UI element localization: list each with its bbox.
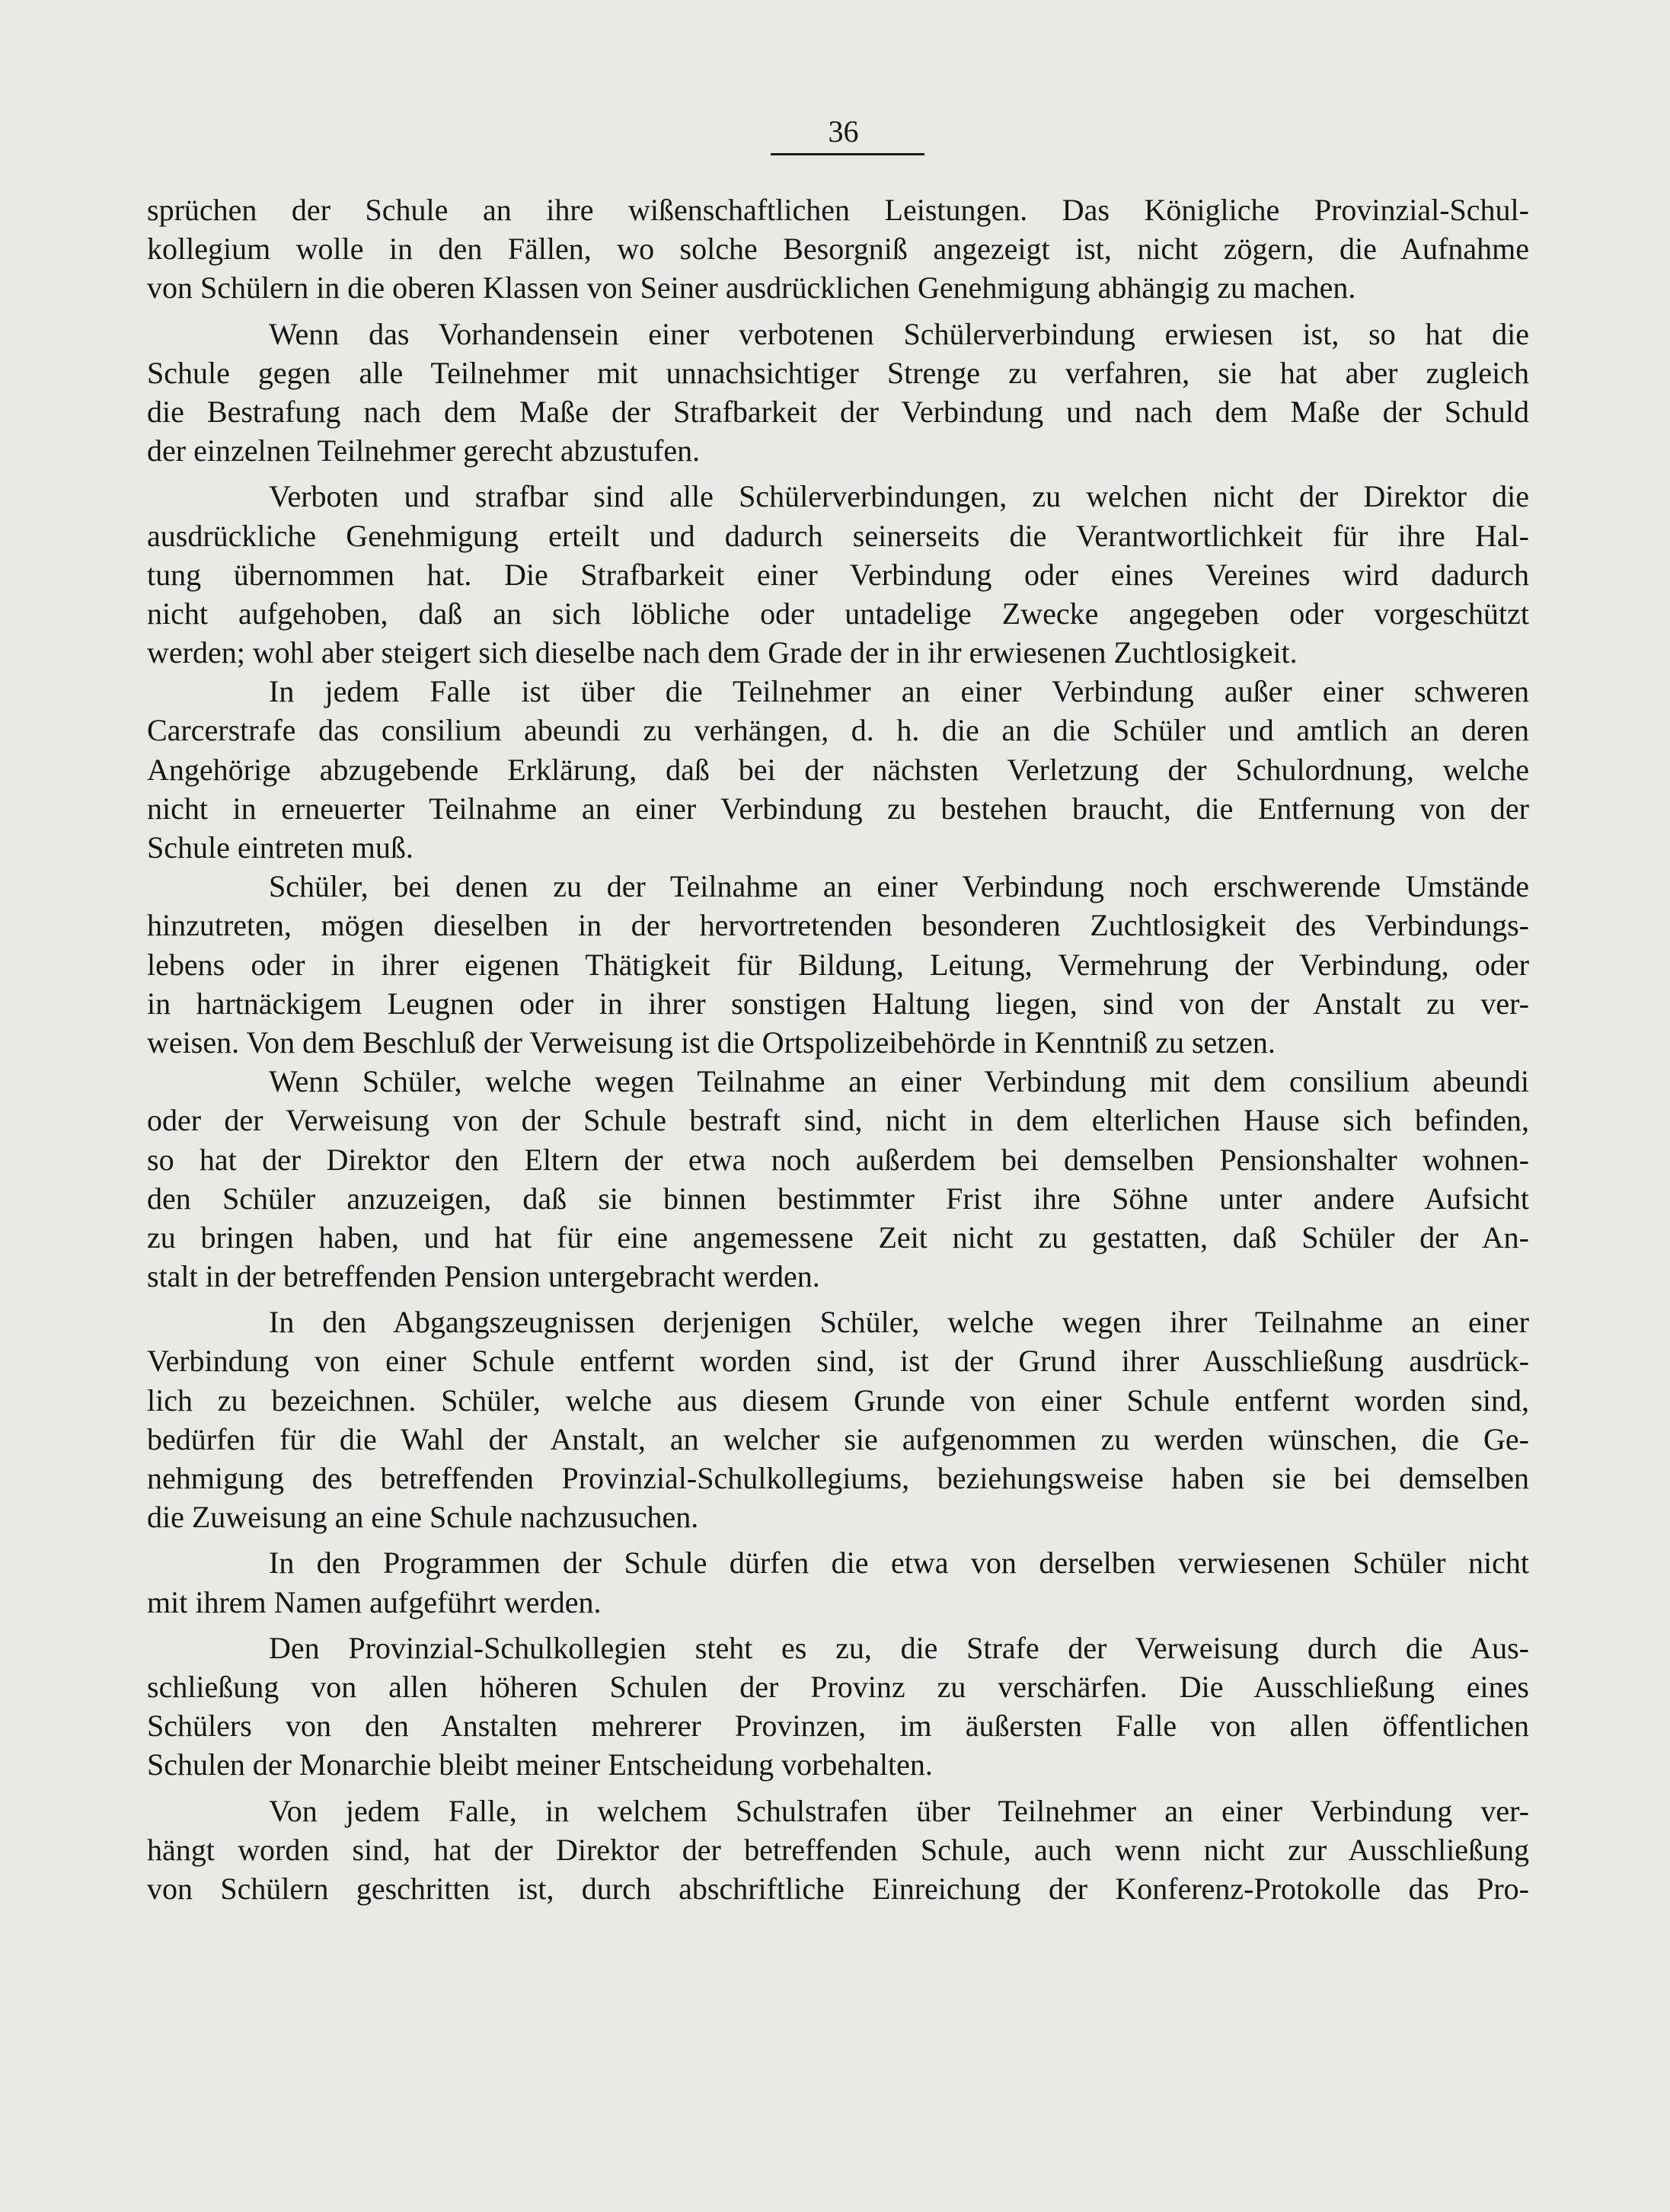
text-line: Schule eintreten muß. [147,830,414,865]
paragraph-1 [147,190,1529,308]
text-line: zu bringen haben, und hat für eine angemessene Zeit nicht zu gestatten, daß Schüler der An- [147,1219,1529,1255]
text-line: In jedem Falle ist über die Teilnehmer an einer Verbindung außer einer schweren [269,674,1529,709]
text-line: mit ihrem Namen aufgeführt werden. [147,1584,602,1619]
text-line: nicht aufgehoben, daß an sich löbliche oder untadelige Zwecke angegeben oder vorgeschützt [147,596,1529,631]
text-line: hinzutreten, mögen dieselben in der hervortretenden besonderen Zuchtlosigkeit des Verbindungs- [147,908,1529,943]
text-line: kollegium wolle in den Fällen, wo solche Besorgniß angezeigt ist, nicht zögern, die Aufnahme [147,232,1529,267]
text-line: nicht in erneuerter Teilnahme an einer Verbindung zu bestehen braucht, die Entfernung von der [147,791,1529,826]
text-line: Wenn das Vorhandensein einer verbotenen Schülerverbindung erwiesen ist, so hat die [269,316,1529,351]
text-line: Verbindung von einer Schule entfernt worden sind, ist der Grund ihrer Ausschließung ausdrück- [147,1344,1529,1379]
text-line: der einzelnen Teilnehmer gerecht abzustufen. [147,433,701,468]
text-line: In den Abgangszeugnissen derjenigen Schüler, welche wegen ihrer Teilnahme an einer [269,1305,1529,1340]
text-line: Schüler, bei denen zu der Teilnahme an einer Verbindung noch erschwerende Umstände [269,869,1529,904]
page-number: 36 [828,114,859,149]
text-line: ausdrückliche Genehmigung erteilt und dadurch seinerseits die Verantwortlichkeit für ihre Hal- [147,518,1529,553]
text-line: lebens oder in ihrer eigenen Thätigkeit für Bildung, Leitung, Vermehrung der Verbindung, oder [147,947,1529,982]
text-line: weisen. Von dem Beschluß der Verweisung ist die Ortspolizeibehörde in Kenntniß zu setzen. [147,1024,1276,1060]
paragraph-3 [147,477,1529,672]
text-line: Verboten und strafbar sind alle Schülerverbindungen, zu welchen nicht der Direktor die [269,479,1529,514]
text-line: tung übernommen hat. Die Strafbarkeit einer Verbindung oder eines Vereines wird dadurch [147,557,1529,592]
text-line: Carcerstrafe das consilium abeundi zu verhängen, d. h. die an die Schüler und amtlich an deren [147,713,1529,748]
text-line: oder der Verweisung von der Schule bestraft sind, nicht in dem elterlichen Hause sich befinden, [147,1103,1529,1138]
text-line: Schulen der Monarchie bleibt meiner Entscheidung vorbehalten. [147,1747,933,1782]
text-line: In den Programmen der Schule dürfen die etwa von derselben verwiesenen Schüler nicht [269,1546,1529,1581]
text-line: schließung von allen höheren Schulen der Provinz zu verschärfen. Die Ausschließung eines [147,1669,1529,1704]
text-line: nehmigung des betreffenden Provinzial-Schulkollegiums, beziehungsweise haben sie bei demselben [147,1461,1529,1495]
text-line: bedürfen für die Wahl der Anstalt, an welcher sie aufgenommen zu werden wünschen, die Ge- [147,1421,1529,1456]
paragraph-4 [147,672,1529,867]
paragraph-6 [147,1062,1529,1296]
text-line: sprüchen der Schule an ihre wißenschaftlichen Leistungen. Das Königliche Provinzial-Schul- [147,193,1529,227]
text-line: lich zu bezeichnen. Schüler, welche aus diesem Grunde von einer Schule entfernt worden sind, [147,1382,1529,1418]
text-line: den Schüler anzuzeigen, daß sie binnen bestimmter Frist ihre Söhne unter andere Aufsicht [147,1181,1529,1216]
paragraph-7 [147,1303,1529,1536]
body-text [147,190,1529,1908]
page-number-rule [771,153,924,155]
text-line: Schule gegen alle Teilnehmer mit unnachsichtiger Strenge zu verfahren, sie hat aber zugleich [147,355,1529,390]
text-line: die Bestrafung nach dem Maße der Strafbarkeit der Verbindung und nach dem Maße der Schuld [147,394,1529,429]
text-line: werden; wohl aber steigert sich dieselbe nach dem Grade der in ihr erwiesenen Zuchtlosigkeit. [147,635,1298,670]
paragraph-8 [147,1543,1529,1621]
text-line: stalt in der betreffenden Pension untergebracht werden. [147,1259,820,1294]
text-line: so hat der Direktor den Eltern der etwa noch außerdem bei demselben Pensionshalter wohnen- [147,1142,1529,1177]
text-line: von Schülern geschritten ist, durch abschriftliche Einreichung der Konferenz-Protokolle das Pro- [147,1871,1529,1906]
paragraph-2 [147,315,1529,471]
paragraph-5 [147,867,1529,1062]
text-line: Wenn Schüler, welche wegen Teilnahme an einer Verbindung mit dem consilium abeundi [269,1064,1529,1099]
text-line: hängt worden sind, hat der Direktor der betreffenden Schule, auch wenn nicht zur Ausschließung [147,1832,1529,1867]
text-line: die Zuweisung an eine Schule nachzusuchen. [147,1500,699,1535]
paragraph-9 [147,1629,1529,1785]
text-line: von Schülern in die oberen Klassen von Seiner ausdrücklichen Genehmigung abhängig zu machen. [147,270,1356,305]
text-line: Angehörige abzugebende Erklärung, daß bei der nächsten Verletzung der Schulordnung, welche [147,752,1529,787]
text-line: in hartnäckigem Leugnen oder in ihrer sonstigen Haltung liegen, sind von der Anstalt zu ver- [147,986,1529,1021]
text-line: Den Provinzial-Schulkollegien steht es zu, die Strafe der Verweisung durch die Aus- [269,1630,1529,1665]
text-line: Schülers von den Anstalten mehrerer Provinzen, im äußersten Falle von allen öffentlichen [147,1709,1529,1744]
text-line: Von jedem Falle, in welchem Schulstrafen über Teilnehmer an einer Verbindung ver- [269,1793,1529,1828]
paragraph-10 [147,1792,1529,1909]
